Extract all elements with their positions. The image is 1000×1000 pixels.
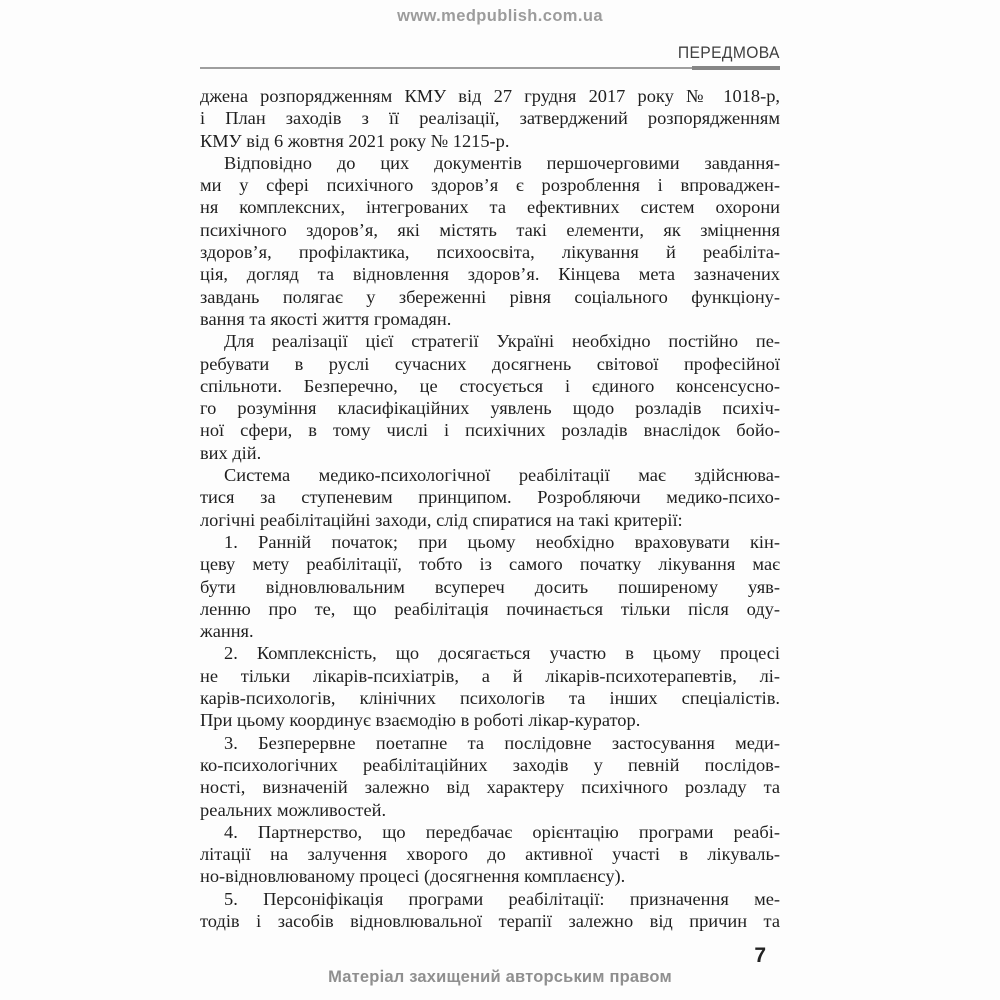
- text-line: Для реалізації цієї стратегії Україні необхідно постійно пе-: [224, 331, 780, 352]
- text-line: 3. Безперервне поетапне та послідовне застосування меди-: [224, 732, 780, 753]
- text-line: жання.: [200, 621, 254, 642]
- text-line: Відповідно до цих документів першочерговими завдання-: [224, 152, 780, 173]
- header-rule-accent: [692, 66, 780, 70]
- paragraph: [200, 531, 780, 642]
- paragraph: [200, 85, 780, 152]
- text-line: джена розпорядженням КМУ від 27 грудня 2017 року № 1018-р,: [200, 86, 780, 106]
- text-line: ко-психологічних реабілітаційних заходів у певній послідов-: [200, 754, 780, 775]
- text-line: ребувати в руслі сучасних досягнень світової професійної: [200, 353, 780, 374]
- copyright-notice: Матеріал захищений авторським правом: [328, 968, 672, 986]
- paragraph: [200, 330, 780, 464]
- text-line: тися за ступеневим принципом. Розробляючи медико-психо-: [200, 487, 780, 508]
- paragraph: [200, 642, 780, 731]
- text-line: ми у сфері психічного здоров’я є розроблення і впроваджен-: [200, 175, 780, 196]
- text-line: не тільки лікарів-психіатрів, а й лікарів-психотерапевтів, лі-: [200, 665, 780, 686]
- paragraph: [200, 888, 780, 933]
- text-line: ленню про те, що реабілітація починається тільки після оду-: [200, 598, 780, 619]
- text-line: ної сфери, в тому числі і психічних розладів внаслідок бойо-: [200, 420, 780, 441]
- text-line: цеву мету реабілітації, тобто із самого початку лікування має: [200, 554, 780, 575]
- text-line: 2. Комплексність, що досягається участю в цьому процесі: [224, 643, 780, 664]
- header-rule: [200, 67, 780, 69]
- text-line: тодів і засобів відновлювальної терапії залежно від причин та: [200, 910, 780, 931]
- paragraph: [200, 732, 780, 821]
- text-line: ня комплексних, інтегрованих та ефективних систем охорони: [200, 197, 780, 218]
- text-line: і План заходів з її реалізації, затверджений розпорядженням: [200, 108, 780, 129]
- text-line: но-відновлюваному процесі (досягнення комплаєнсу).: [200, 866, 626, 887]
- text-line: КМУ від 6 жовтня 2021 року № 1215-р.: [200, 130, 510, 151]
- text-line: ція, догляд та відновлення здоров’я. Кінцева мета зазначених: [200, 264, 780, 285]
- paragraph: [200, 464, 780, 531]
- text-line: спільноти. Безперечно, це стосується і єдиного консенсусно-: [200, 375, 780, 396]
- text-line: психічного здоров’я, які містять такі елементи, як зміцнення: [200, 219, 780, 240]
- text-line: го розуміння класифікаційних уявлень щодо розладів психіч-: [200, 398, 780, 419]
- text-line: вання та якості життя громадян.: [200, 308, 452, 329]
- text-line: 1. Ранній початок; при цьому необхідно враховувати кін-: [224, 531, 780, 552]
- text-line: бути відновлювальним всупереч досить поширеному уяв-: [200, 576, 780, 597]
- text-line: реальних можливостей.: [200, 799, 387, 820]
- running-header: [200, 43, 780, 63]
- text-line: логічні реабілітаційні заходи, слід спиратися на такі критерії:: [200, 509, 683, 530]
- text-line: вих дій.: [200, 442, 262, 463]
- text-line: літації на залучення хворого до активної участі в лікуваль-: [200, 844, 780, 865]
- text-line: 5. Персоніфікація програми реабілітації: призначення ме-: [224, 888, 780, 909]
- text-line: 4. Партнерство, що передбачає орієнтацію програми реабі-: [224, 821, 780, 842]
- text-line: карів-психологів, клінічних психологів та інших спеціалістів.: [200, 688, 780, 709]
- text-line: завдань полягає у збереженні рівня соціального функціону-: [200, 286, 780, 307]
- body-text: [200, 85, 780, 932]
- text-line: Система медико-психологічної реабілітації має здійснюва-: [224, 465, 780, 486]
- page-number: 7: [754, 944, 766, 967]
- text-line: При цьому координує взаємодію в роботі лікар-куратор.: [200, 710, 641, 731]
- running-header-title: ПЕРЕДМОВА: [678, 43, 780, 62]
- paragraph: [200, 152, 780, 330]
- paragraph: [200, 821, 780, 888]
- text-line: здоров’я, профілактика, психоосвіта, лікування й реабіліта-: [200, 242, 780, 263]
- watermark-url: www.medpublish.com.ua: [397, 7, 603, 25]
- text-line: ності, визначеній залежно від характеру психічного розладу та: [200, 777, 780, 798]
